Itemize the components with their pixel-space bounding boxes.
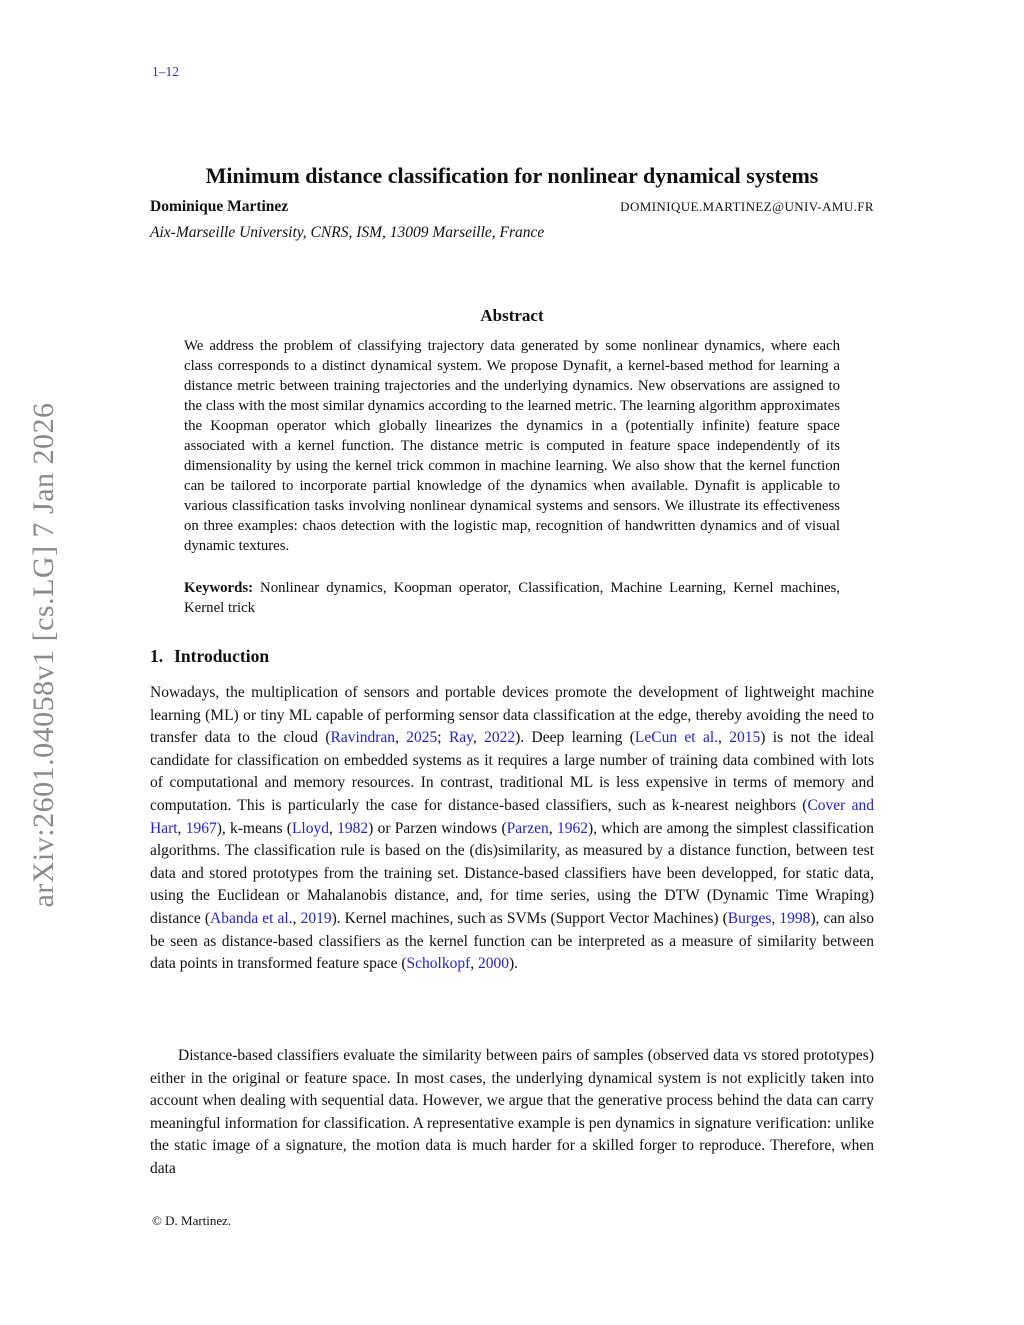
citation-link[interactable]: 2015 — [729, 729, 761, 747]
citation-link[interactable]: 2019 — [300, 909, 332, 927]
citation-link[interactable]: Lloyd — [291, 819, 329, 837]
text-run: ). Deep learning ( — [515, 729, 635, 747]
text-run: , — [395, 729, 407, 747]
text-run: ). Kernel machines, such as SVMs (Support Vector Machines) ( — [331, 909, 728, 927]
citation-link[interactable]: Burges — [727, 909, 772, 927]
citation-link[interactable]: Ravindran — [330, 729, 396, 747]
citation-link[interactable]: 1998 — [779, 909, 811, 927]
intro-paragraph-1 — [150, 682, 874, 976]
text-run: ). — [508, 955, 519, 973]
author-affiliation: Aix-Marseille University, CNRS, ISM, 13009 Marseille, France — [150, 224, 545, 241]
paper-title: Minimum distance classification for nonlinear dynamical systems — [205, 162, 819, 188]
keywords-label: Keywords: — [184, 580, 254, 596]
citation-link[interactable]: 2022 — [484, 729, 516, 747]
citation-link[interactable]: Cover and Hart — [150, 796, 874, 837]
text-run: ) or Parzen windows ( — [368, 819, 507, 837]
text-run: ), k-means ( — [216, 819, 292, 837]
abstract-heading: Abstract — [480, 306, 544, 325]
author-email[interactable]: DOMINIQUE.MARTINEZ@UNIV-AMU.FR — [620, 199, 874, 214]
copyright-footer: © D. Martinez. — [152, 1213, 232, 1228]
citation-link[interactable]: LeCun et al. — [634, 729, 719, 747]
text-run: ), can also be seen as distance-based classifiers as the kernel function can be interpreted as a measure of similarity between data points in transformed feature space ( — [150, 909, 875, 973]
text-run: ; — [437, 729, 449, 747]
text-run: , — [292, 909, 301, 927]
abstract-body: We address the problem of classifying trajectory data generated by some nonlinear dynamics, where each class corresponds to a distinct dynamical system. We propose Dynafit, a kernel-based method for learning a distance metric between training trajectories and the underlying dynamics. New observations are assigned to the class with the most similar dynamics according to the learned metric. The learning algorithm approximates the Koopman operator which globally linearizes the dynamics in a (potentially infinite) feature space associated with a kernel function. The distance metric is computed in feature space independently of its dimensionality by using the kernel trick common in machine learning. We also show that the kernel function can be tailored to incorporate partial knowledge of the dynamics when available. Dynafit is applicable to various classification tasks involving nonlinear dynamical systems and sensors. We illustrate its effectiveness on three examples: chaos detection with the logistic map, recognition of handwritten dynamics and of visual dynamic textures. — [184, 338, 840, 554]
text-run: , — [177, 819, 186, 837]
text-run: , — [472, 729, 485, 747]
arxiv-watermark: arXiv:2601.04058v1 [cs.LG] 7 Jan 2026 — [27, 402, 60, 908]
keywords-block — [184, 578, 840, 618]
citation-link[interactable]: Ray — [448, 729, 473, 747]
citation-link[interactable]: Abanda et al. — [210, 909, 293, 927]
text-run: , — [329, 819, 338, 837]
citation-link[interactable]: Parzen — [506, 819, 549, 837]
text-run: , — [470, 955, 478, 973]
text-run: , — [771, 909, 780, 927]
paper-page — [150, 0, 874, 1325]
keywords-text: Nonlinear dynamics, Koopman operator, Classification, Machine Learning, Kernel machines, Kernel trick — [184, 580, 840, 616]
text-run: Nowadays, the multiplication of sensors and portable devices promote the development of lightweight machine learning (ML) or tiny ML capable of performing sensor data classification at the edge, thereby avoiding the need to transfer data to the cloud ( — [150, 684, 874, 747]
citation-link[interactable]: 2000 — [477, 955, 509, 973]
citation-link[interactable]: Scholkopf — [406, 955, 471, 973]
text-run: , — [548, 819, 557, 837]
page-range-link[interactable]: 1–12 — [152, 64, 179, 79]
intro-paragraph-2 — [150, 1045, 874, 1181]
citation-link[interactable]: 1982 — [337, 819, 369, 837]
author-name: Dominique Martinez — [150, 198, 289, 215]
author-row — [150, 198, 874, 216]
citation-link[interactable]: 2025 — [406, 729, 438, 747]
citation-link[interactable]: 1962 — [556, 819, 588, 837]
section-title: Introduction — [174, 646, 270, 666]
text-run: ) is not the ideal candidate for classification on embedded systems as it requires a large number of training data combined with lots of computational and memory resources. In contrast, traditional ML is less expensive in terms of memory and computation. This is particularly the case for distance-based classifiers, such as k-nearest neighbors ( — [150, 729, 875, 814]
section-heading-introduction — [150, 646, 269, 667]
section-number: 1. — [150, 646, 164, 666]
text-run: , — [718, 729, 730, 747]
text-run: ), which are among the simplest classification algorithms. The classification rule is based on the (dis)similarity, as measured by a distance function, between test data and stored prototypes from the training set. Distance-based classifiers have been developped, for static data, using the Euclidean or Mahalanobis distance, and, for time series, using the DTW (Dynamic Time Wraping) distance ( — [150, 819, 875, 927]
citation-link[interactable]: 1967 — [185, 819, 217, 837]
text-run: Distance-based classifiers evaluate the similarity between pairs of samples (observed data vs stored prototypes) either in the original or feature space. In most cases, the underlying dynamical system is not explicitly taken into account when dealing with sequential data. However, we argue that the generative process behind the data can carry meaningful information for classification. A representative example is pen dynamics in signature verification: unlike the static image of a signature, the motion data is much harder for a skilled forger to reproduce. Therefore, when data — [150, 1047, 874, 1177]
